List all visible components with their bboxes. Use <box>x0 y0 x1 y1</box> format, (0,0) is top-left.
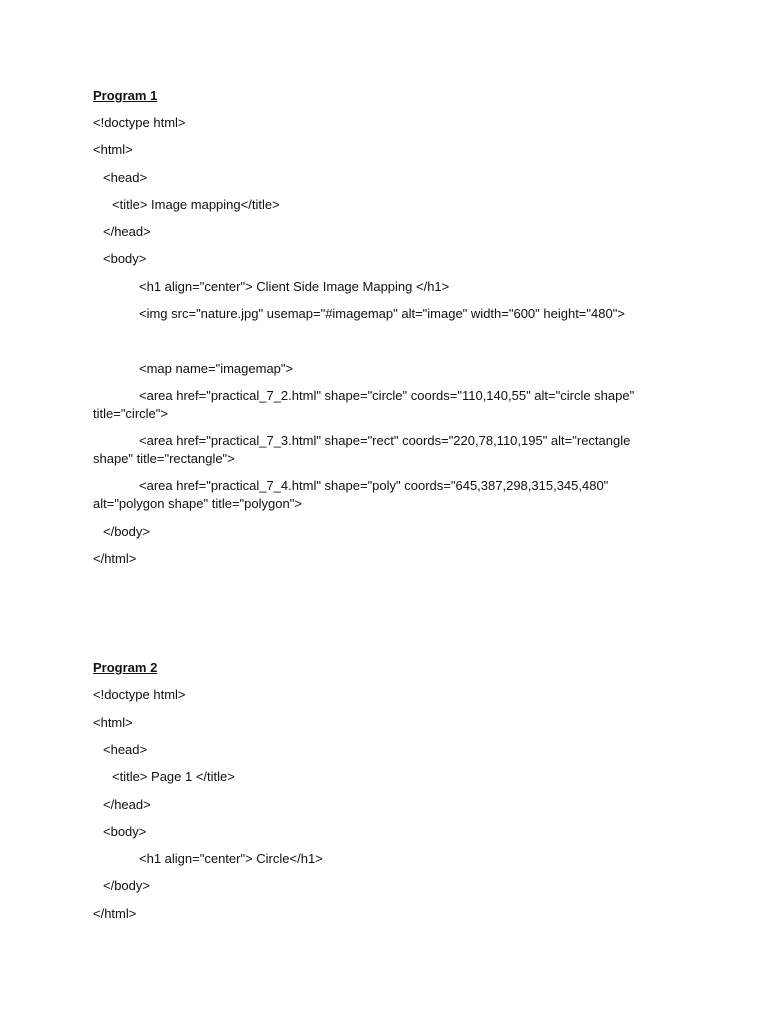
code-line: </html> <box>93 906 137 921</box>
code-line: <html> <box>93 715 133 730</box>
code-line: </head> <box>103 224 151 239</box>
code-line: <!doctype html> <box>93 115 186 130</box>
code-line: </body> <box>103 524 150 539</box>
code-line: <head> <box>103 742 148 757</box>
code-line-wrapped: <area href="practical_7_2.html" shape="circle" coords="110,140,55" alt="circle shape" title="circle"> <box>93 388 635 421</box>
program-1-heading: Program 1 <box>93 88 158 103</box>
code-line-wrapped: <area href="practical_7_3.html" shape="rect" coords="220,78,110,195" alt="rectangle shape" title="rectangle"> <box>93 433 631 466</box>
code-line: <body> <box>103 251 147 266</box>
code-line: <h1 align="center"> Circle</h1> <box>139 851 323 866</box>
code-line: <map name="imagemap"> <box>139 361 294 376</box>
code-line-wrapped: <area href="practical_7_4.html" shape="poly" coords="645,387,298,315,345,480" alt="polygon shape" title="polygon"> <box>93 478 609 511</box>
code-line: <h1 align="center"> Client Side Image Mapping </h1> <box>139 279 450 294</box>
code-line: <title> Image mapping</title> <box>112 197 280 212</box>
code-line: <title> Page 1 </title> <box>112 769 235 784</box>
program-2-heading: Program 2 <box>93 660 158 675</box>
code-line: <!doctype html> <box>93 687 186 702</box>
code-line: </head> <box>103 797 151 812</box>
code-line: </html> <box>93 551 137 566</box>
code-line: <img src="nature.jpg" usemap="#imagemap" alt="image" width="600" height="480"> <box>139 306 625 321</box>
code-line: </body> <box>103 878 150 893</box>
code-line: <html> <box>93 142 133 157</box>
code-line: <head> <box>103 170 148 185</box>
code-line: <body> <box>103 824 147 839</box>
